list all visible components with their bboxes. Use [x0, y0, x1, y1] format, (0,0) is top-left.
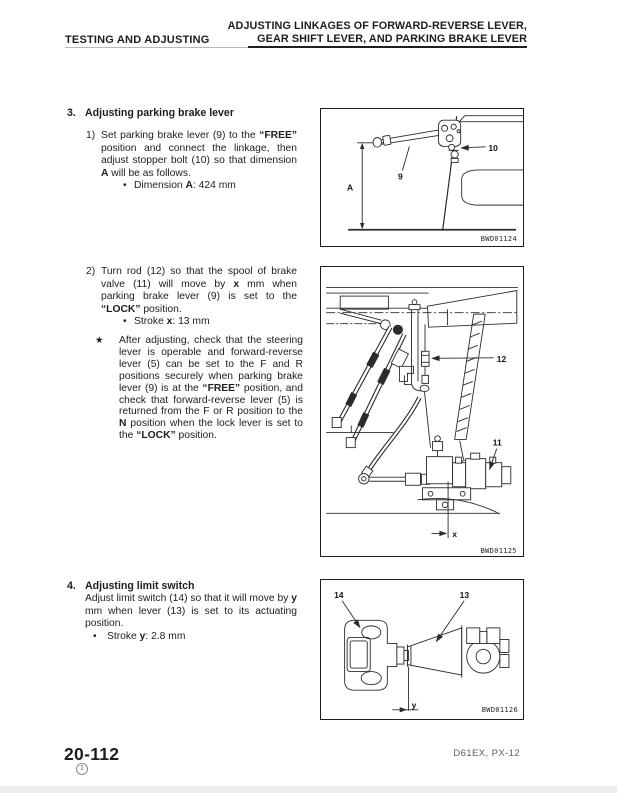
section-4-number: 4. [67, 580, 76, 592]
limit-switch-body [345, 620, 409, 690]
callout-limit-switch-14: 14 [334, 590, 344, 601]
check-note-text: After adjusting, check that the steering lever is operable and forward-reverse lever (5) can be set to the F and R positions securely when parking brake lever (9) is at the “FREE” position, and check that forward-reverse lever (5) is returned from the F or R position to the N position when the lock lever is set to the “LOCK” position. [119, 335, 303, 442]
dimension-y [392, 667, 418, 713]
figure-3-code: BWD01126 [481, 704, 518, 714]
lever-pivot-bracket [340, 296, 403, 335]
console-outline [348, 116, 523, 231]
callout-brake-valve-11: 11 [492, 437, 502, 448]
figure-brake-valve-linkage [320, 266, 524, 557]
scan-edge-shadow [0, 786, 617, 793]
bullet-icon: • [123, 180, 127, 192]
page-title-line2: GEAR SHIFT LEVER, AND PARKING BRAKE LEVER [257, 32, 527, 45]
callout-rod-12: 12 [496, 353, 507, 364]
step-2 [86, 266, 297, 329]
section-4 [67, 580, 299, 643]
step-2-spec-text: Stroke x: 13 mm [134, 316, 210, 328]
figure-limit-switch [320, 579, 524, 720]
callout-stroke-y: y [411, 699, 417, 710]
step-1-number: 1) [86, 130, 96, 141]
page-title-line1: ADJUSTING LINKAGES OF FORWARD-REVERSE LEVER, [227, 20, 527, 32]
stopper-bolt [449, 144, 459, 162]
section-3-title: Adjusting parking brake lever [85, 107, 234, 119]
callout-lever-9: 9 [398, 171, 403, 182]
page-number: 20-112 [64, 744, 120, 764]
figure-1-drawing [321, 109, 523, 246]
star-icon: ★ [95, 335, 104, 346]
header-rule-thick [248, 46, 527, 48]
figure-3-drawing [321, 580, 523, 719]
section-3-number: 3. [67, 107, 76, 119]
revision-mark: 1 [76, 763, 88, 775]
section-4-heading [67, 580, 299, 593]
page-title [228, 20, 527, 46]
step-2-text: Turn rod (12) so that the spool of brake valve (11) will move by x mm when parking brake lever (9) is set to the “LOCK” position. [101, 266, 297, 315]
section-4-title: Adjusting limit switch [85, 580, 195, 592]
right-lever-band [455, 314, 486, 465]
dimension-A [347, 143, 391, 229]
callout-stroke-x: x [452, 528, 457, 539]
floor-plate [326, 288, 518, 328]
callout-9 [398, 146, 409, 181]
callout-14-arrow [334, 590, 363, 630]
bullet-icon: • [123, 316, 127, 328]
callout-lever-13: 13 [459, 590, 470, 601]
callout-12-arrow [431, 354, 506, 364]
figure-1-code: BWD01124 [480, 233, 517, 243]
step-2-number: 2) [86, 266, 96, 277]
check-note [95, 335, 303, 442]
step-1-spec [123, 180, 297, 193]
actuating-lever [407, 625, 509, 677]
figure-2-drawing [321, 267, 523, 556]
doc-section-title: TESTING AND ADJUSTING [65, 34, 210, 46]
step-1-text: Set parking brake lever (9) to the “FREE” position and connect the linkage, then adjust stopper bolt (10) so that dimension A will be as follows. [101, 130, 297, 179]
callout-10-arrow [460, 143, 498, 153]
section-4-text: Adjust limit switch (14) so that it will move by y mm when lever (13) is set to its actuating position. [85, 593, 297, 630]
figure-2-code: BWD01125 [480, 545, 517, 555]
bullet-icon: • [93, 630, 97, 642]
figure-parking-brake-lever [320, 108, 524, 247]
section-4-spec [93, 631, 299, 644]
ground-and-fender [326, 498, 500, 513]
brake-lever-arm [373, 120, 461, 147]
callout-13-arrow [433, 590, 469, 644]
step-1-spec-text: Dimension A: 424 mm [134, 180, 236, 192]
callout-dimension-a: A [347, 182, 354, 193]
step-2-spec [123, 316, 297, 329]
step-1 [86, 130, 297, 193]
section-4-spec-text: Stroke y: 2.8 mm [107, 630, 186, 642]
callout-stopper-bolt-10: 10 [488, 142, 498, 153]
model-code: D61EX, PX-12 [453, 748, 520, 759]
valve-input-rod [369, 473, 429, 485]
section-3-heading [67, 107, 234, 120]
